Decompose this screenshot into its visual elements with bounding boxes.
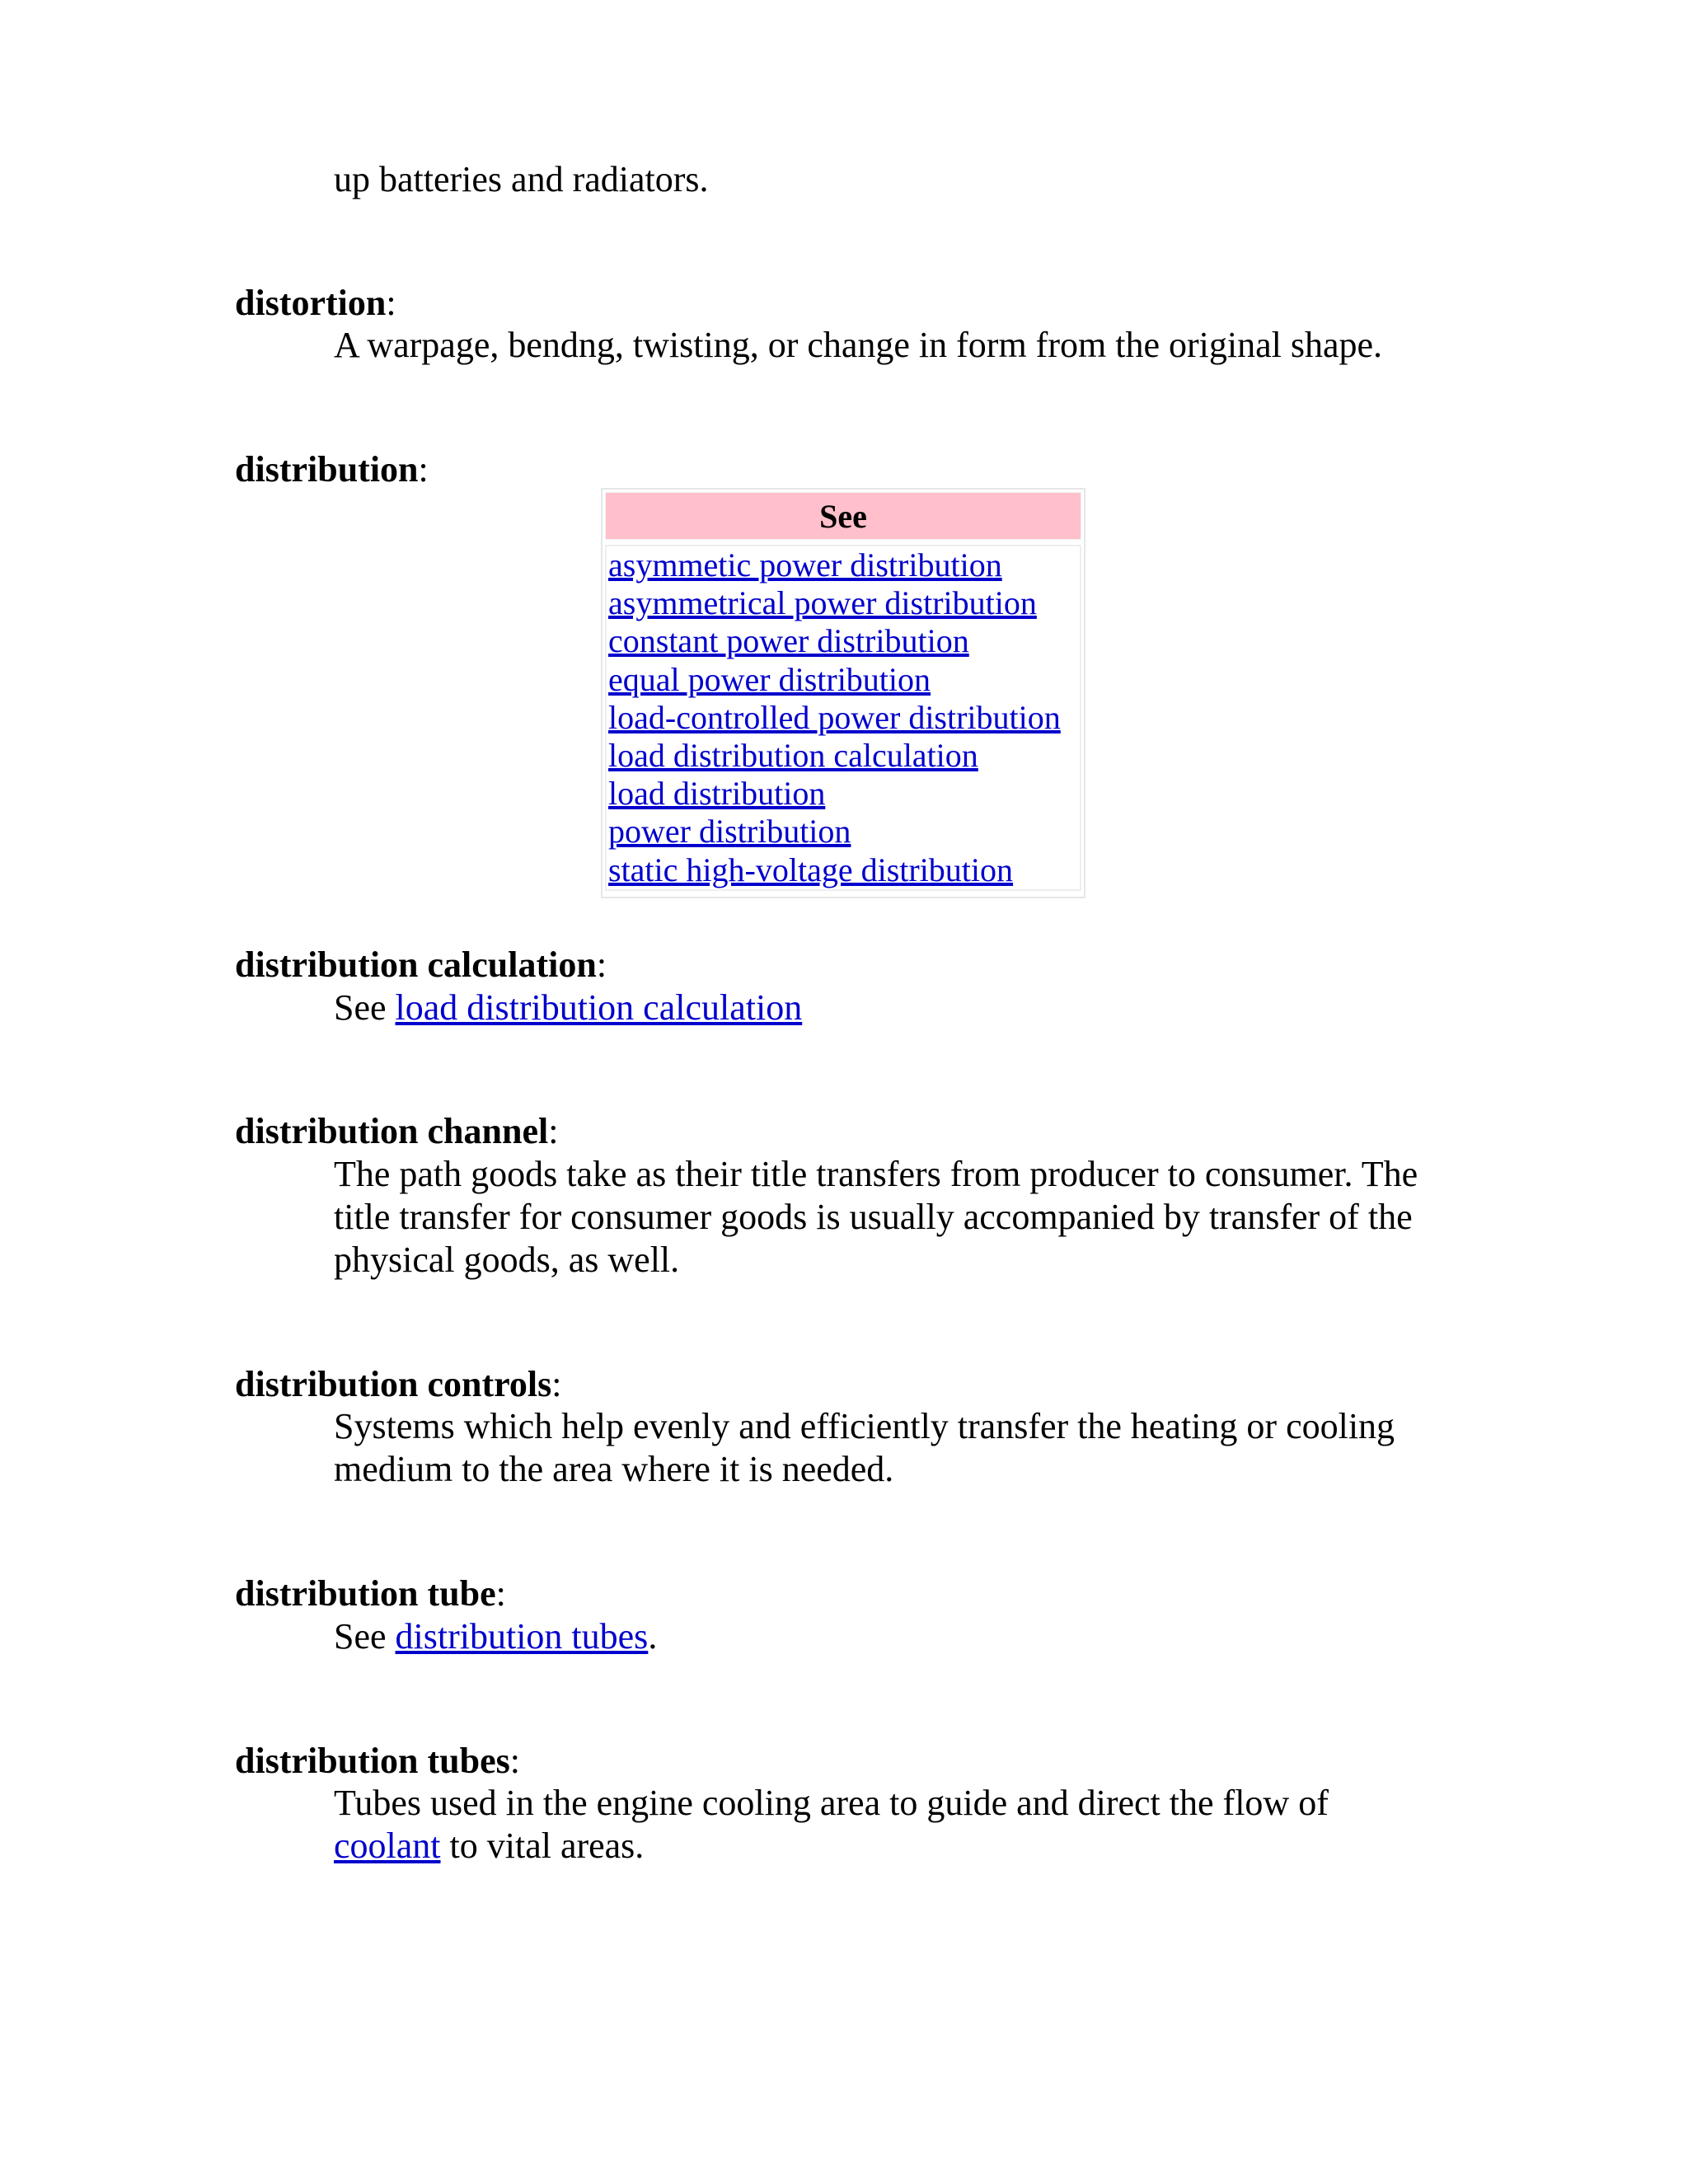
term-label: distribution tube <box>235 1573 496 1614</box>
see-also-list <box>605 545 1081 891</box>
term-distribution-channel <box>235 1110 558 1153</box>
term-colon: : <box>495 1573 506 1614</box>
definition-distribution-calculation <box>334 987 1471 1029</box>
term-colon: : <box>418 449 429 490</box>
definition-line: medium to the area where it is needed. <box>334 1449 894 1489</box>
term-label: distribution controls <box>235 1364 552 1404</box>
term-colon: : <box>509 1741 520 1781</box>
term-distortion <box>235 282 396 325</box>
see-prefix: See <box>334 1616 396 1657</box>
see-link-equal-power-distribution[interactable]: equal power distribution <box>608 660 931 698</box>
see-link-constant-power-distribution[interactable]: constant power distribution <box>608 622 969 660</box>
see-link-power-distribution[interactable]: power distribution <box>608 813 851 851</box>
link-coolant[interactable]: coolant <box>334 1825 441 1866</box>
definition-line: Tubes used in the engine cooling area to guide and direct the flow of <box>334 1783 1329 1823</box>
term-colon: : <box>386 283 396 323</box>
definition-distortion: A warpage, bendng, twisting, or change in form from the original shape. <box>334 325 1383 365</box>
definition-distribution-tube <box>334 1615 1471 1658</box>
definition-line: The path goods take as their title transfers from producer to consumer. The <box>334 1154 1418 1194</box>
term-colon: : <box>596 944 607 985</box>
definition-text: to vital areas. <box>440 1825 645 1866</box>
previous-definition-tail: up batteries and radiators. <box>334 159 709 199</box>
definition-line: Systems which help evenly and efficiently transfer the heating or cooling <box>334 1406 1395 1446</box>
term-distribution-tube <box>235 1572 506 1615</box>
period: . <box>648 1616 658 1657</box>
term-distribution-calculation <box>235 944 607 987</box>
see-link-asymmetrical-power-distribution[interactable]: asymmetrical power distribution <box>608 584 1037 622</box>
link-distribution-tubes[interactable]: distribution tubes <box>395 1616 649 1657</box>
term-distribution-tubes <box>235 1740 520 1783</box>
definition-line <box>334 1825 1471 1868</box>
definition-line: physical goods, as well. <box>334 1240 680 1280</box>
term-label: distribution calculation <box>235 944 597 985</box>
term-colon: : <box>548 1111 559 1151</box>
see-also-header: See <box>605 492 1081 540</box>
see-link-load-distribution[interactable]: load distribution <box>608 775 826 813</box>
see-link-load-distribution-calculation[interactable]: load distribution calculation <box>608 737 978 775</box>
definition-line: title transfer for consumer goods is usually accompanied by transfer of the <box>334 1197 1413 1237</box>
definition-distribution-channel <box>334 1153 1471 1282</box>
see-prefix: See <box>334 987 396 1028</box>
term-label: distribution <box>235 449 419 490</box>
link-load-distribution-calculation[interactable]: load distribution calculation <box>395 987 803 1028</box>
see-also-table <box>601 488 1085 898</box>
see-link-asymmetic-power-distribution[interactable]: asymmetic power distribution <box>608 546 1002 583</box>
term-distribution-controls <box>235 1363 561 1406</box>
term-label: distribution channel <box>235 1111 549 1151</box>
term-label: distortion <box>235 283 387 323</box>
see-link-load-controlled-power-distribution[interactable]: load-controlled power distribution <box>608 698 1061 736</box>
term-colon: : <box>551 1364 562 1404</box>
see-link-static-high-voltage-distribution[interactable]: static high-voltage distribution <box>608 851 1014 888</box>
term-distribution <box>235 448 429 491</box>
definition-distribution-controls <box>334 1405 1471 1491</box>
term-label: distribution tubes <box>235 1741 510 1781</box>
definition-distribution-tubes <box>334 1782 1471 1868</box>
